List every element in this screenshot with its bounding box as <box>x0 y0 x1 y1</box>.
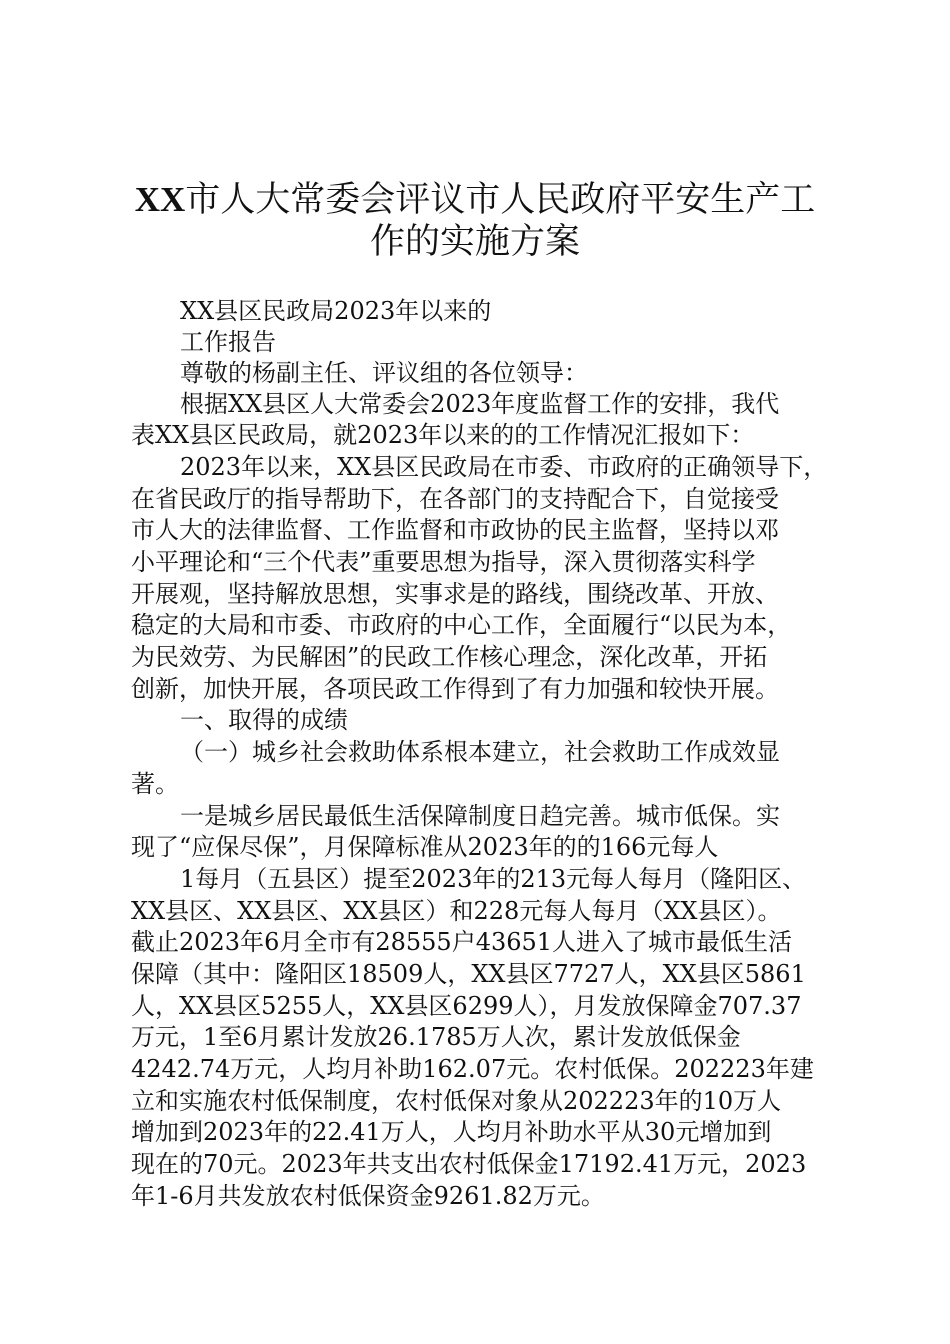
section-heading: 一、取得的成绩 <box>180 706 348 734</box>
text-line: 万元，1至6月累计发放26.1785万人次，累计发放低保金 <box>131 1023 741 1051</box>
text-line: 增加到2023年的22.41万人，人均月补助水平从30元增加到 <box>131 1118 772 1146</box>
text-line: 工作报告 <box>180 328 276 356</box>
text-line: 截止2023年6月全市有28555户43651人进入了城市最低生活 <box>131 928 793 956</box>
text-line: 为民效劳、为民解困”的民政工作核心理念，深化改革，开拓 <box>131 643 768 671</box>
text-line: 立和实施农村低保制度，农村低保对象从202223年的10万人 <box>131 1087 782 1115</box>
text-line: 稳定的大局和市委、市政府的中心工作，全面履行“以民为本， <box>131 611 792 639</box>
subsection-heading: （一）城乡社会救助体系根本建立，社会救助工作成效显 <box>180 738 780 766</box>
text-line: 著。 <box>131 770 179 798</box>
title-line-1-text: 市人大常委会评议市人民政府平安生产工 <box>185 180 816 220</box>
text-line: 根据XX县区人大常委会2023年度监督工作的安排，我代 <box>180 390 780 418</box>
document-title-line-1 <box>120 180 830 220</box>
text-line: 表XX县区民政局，就2023年以来的的工作情况汇报如下： <box>131 421 755 449</box>
text-line: 4242.74万元，人均月补助162.07元。农村低保。202223年建 <box>131 1055 814 1083</box>
text-line: 开展观，坚持解放思想，实事求是的路线，围绕改革、开放、 <box>131 580 779 608</box>
text-line: XX县区、XX县区、XX县区）和228元每人每月（XX县区）。 <box>131 897 782 925</box>
text-line: 创新，加快开展，各项民政工作得到了有力加强和较快开展。 <box>131 675 779 703</box>
text-line: 1每月（五县区）提至2023年的213元每人每月（隆阳区、 <box>180 865 807 893</box>
text-line: 在省民政厅的指导帮助下，在各部门的支持配合下，自觉接受 <box>131 485 779 513</box>
text-line: 尊敬的杨副主任、评议组的各位领导： <box>180 359 588 387</box>
text-line: 年1-6月共发放农村低保资金9261.82万元。 <box>131 1182 605 1210</box>
text-line: 现在的70元。2023年共支出农村低保金17192.41万元，2023 <box>131 1150 807 1178</box>
text-line: 现了“应保尽保”，月保障标准从2023年的的166元每人 <box>131 833 719 861</box>
text-line: 人，XX县区5255人，XX县区6299人），月发放保障金707.37 <box>131 992 802 1020</box>
text-line: 保障（其中：隆阳区18509人，XX县区7727人，XX县区5861 <box>131 960 806 988</box>
text-line: 一是城乡居民最低生活保障制度日趋完善。城市低保。实 <box>180 802 780 830</box>
text-line: 小平理论和“三个代表”重要思想为指导，深入贯彻落实科学 <box>131 548 756 576</box>
document-title-line-2: 作的实施方案 <box>369 222 580 262</box>
title-prefix: XX <box>134 180 186 219</box>
text-line: 市人大的法律监督、工作监督和市政协的民主监督，坚持以邓 <box>131 516 779 544</box>
text-line: 2023年以来，XX县区民政局在市委、市政府的正确领导下， <box>180 453 828 481</box>
text-line: XX县区民政局2023年以来的 <box>180 297 492 325</box>
